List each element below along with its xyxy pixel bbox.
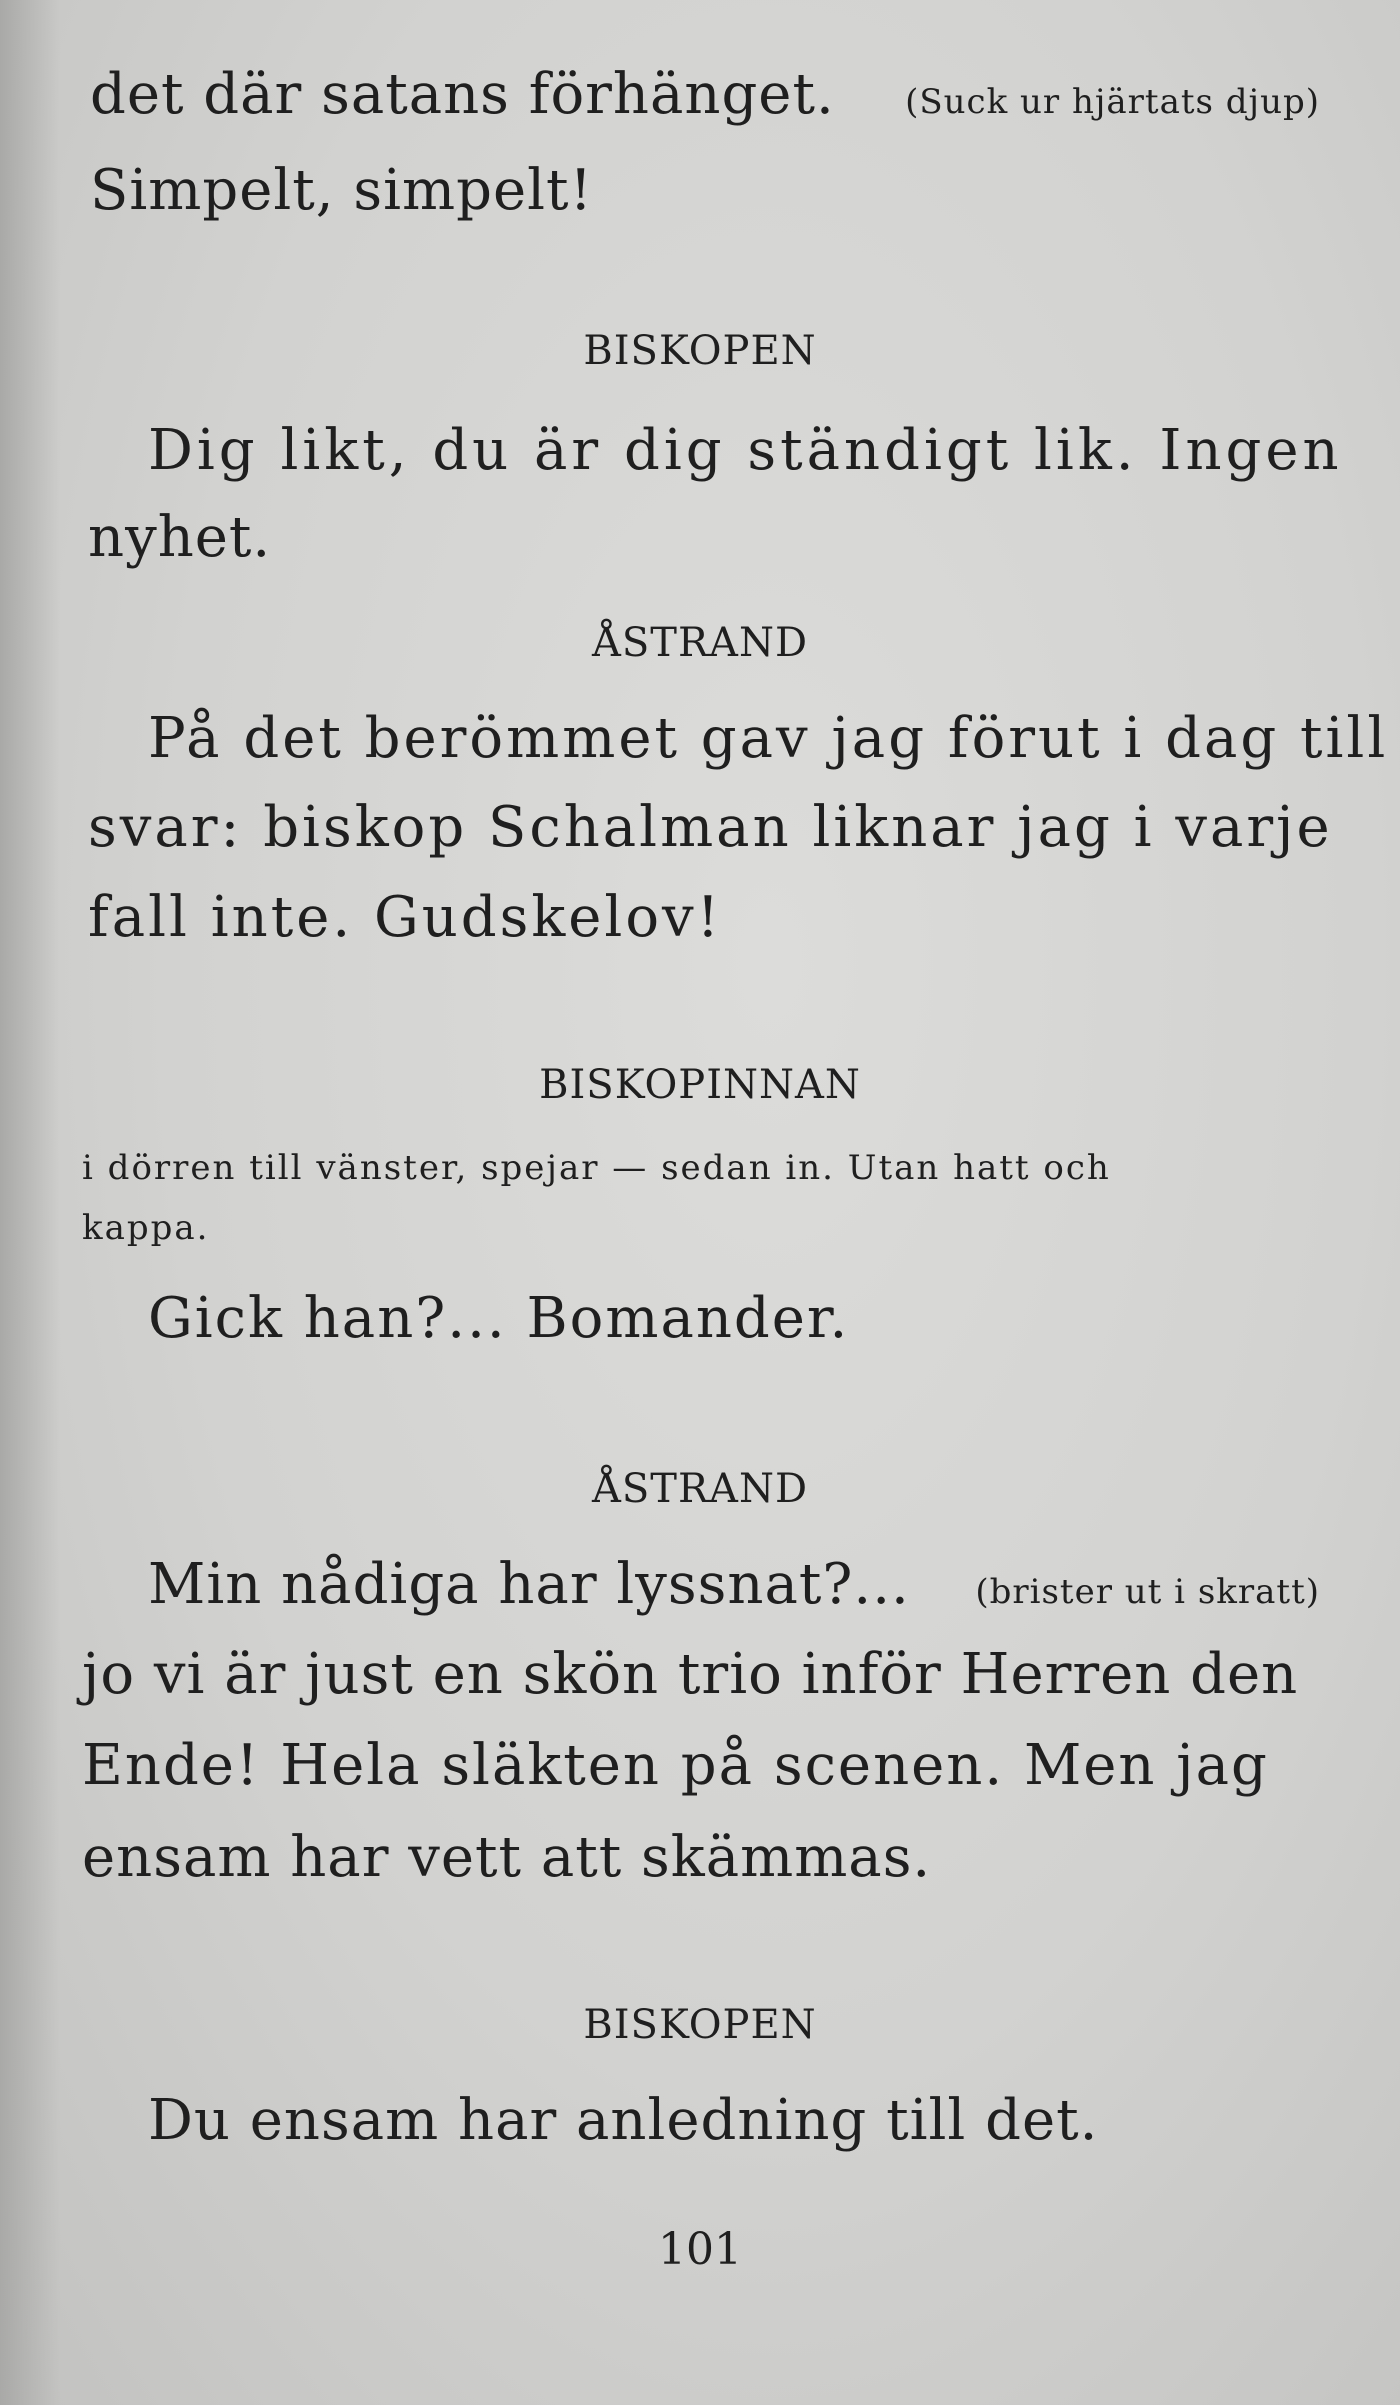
text-line-12: [0, 1825, 1400, 1890]
stage-direction-line-2: [0, 1208, 1400, 1248]
text-line-10: [0, 1642, 1400, 1707]
dialogue-text: Du ensam har anledning till det.: [148, 2088, 1099, 2153]
stage-direction-line-1: [0, 1148, 1400, 1188]
dialogue-text: det där satans förhänget.: [90, 62, 835, 127]
speaker-name: BISKOPEN: [583, 2002, 817, 2048]
speaker-name: ÅSTRAND: [591, 1466, 809, 1512]
dialogue-text: Dig likt, du är dig ständigt lik. Ingen: [148, 418, 1343, 483]
text-line-3: [0, 418, 1400, 483]
text-line-2: [0, 158, 1400, 223]
text-line-1: [0, 62, 1400, 127]
page-number: 101: [658, 2224, 742, 2275]
dialogue-text: Min nådiga har lyssnat?...: [148, 1552, 910, 1617]
stage-direction: (Suck ur hjärtats djup): [905, 82, 1320, 122]
text-line-5: [0, 706, 1400, 771]
text-line-8: [0, 1286, 1400, 1351]
text-line-7: [0, 885, 1400, 950]
dialogue-text: ensam har vett att skämmas.: [82, 1825, 932, 1890]
text-line-9: [0, 1552, 1400, 1617]
dialogue-text: svar: biskop Schalman liknar jag i varje: [88, 795, 1333, 860]
text-line-6: [0, 795, 1400, 860]
stage-direction: i dörren till vänster, spejar — sedan in. Utan hatt och: [82, 1148, 1111, 1188]
dialogue-text: På det berömmet gav jag förut i dag till: [148, 706, 1389, 771]
speaker-name: BISKOPEN: [583, 328, 817, 374]
text-line-4: [0, 505, 1400, 570]
text-line-13: [0, 2088, 1400, 2153]
dialogue-text: Ende! Hela släkten på scenen. Men jag: [82, 1733, 1269, 1798]
stage-direction: (brister ut i skratt): [975, 1572, 1320, 1612]
speaker-name: ÅSTRAND: [591, 620, 809, 666]
stage-direction: kappa.: [82, 1208, 210, 1248]
dialogue-text: nyhet.: [88, 505, 272, 570]
dialogue-text: Gick han?... Bomander.: [148, 1286, 850, 1351]
text-line-11: [0, 1733, 1400, 1798]
dialogue-text: jo vi är just en skön trio inför Herren den: [82, 1642, 1299, 1707]
speaker-name: BISKOPINNAN: [539, 1062, 861, 1108]
dialogue-text: Simpelt, simpelt!: [90, 158, 594, 223]
dialogue-text: fall inte. Gudskelov!: [88, 885, 723, 950]
